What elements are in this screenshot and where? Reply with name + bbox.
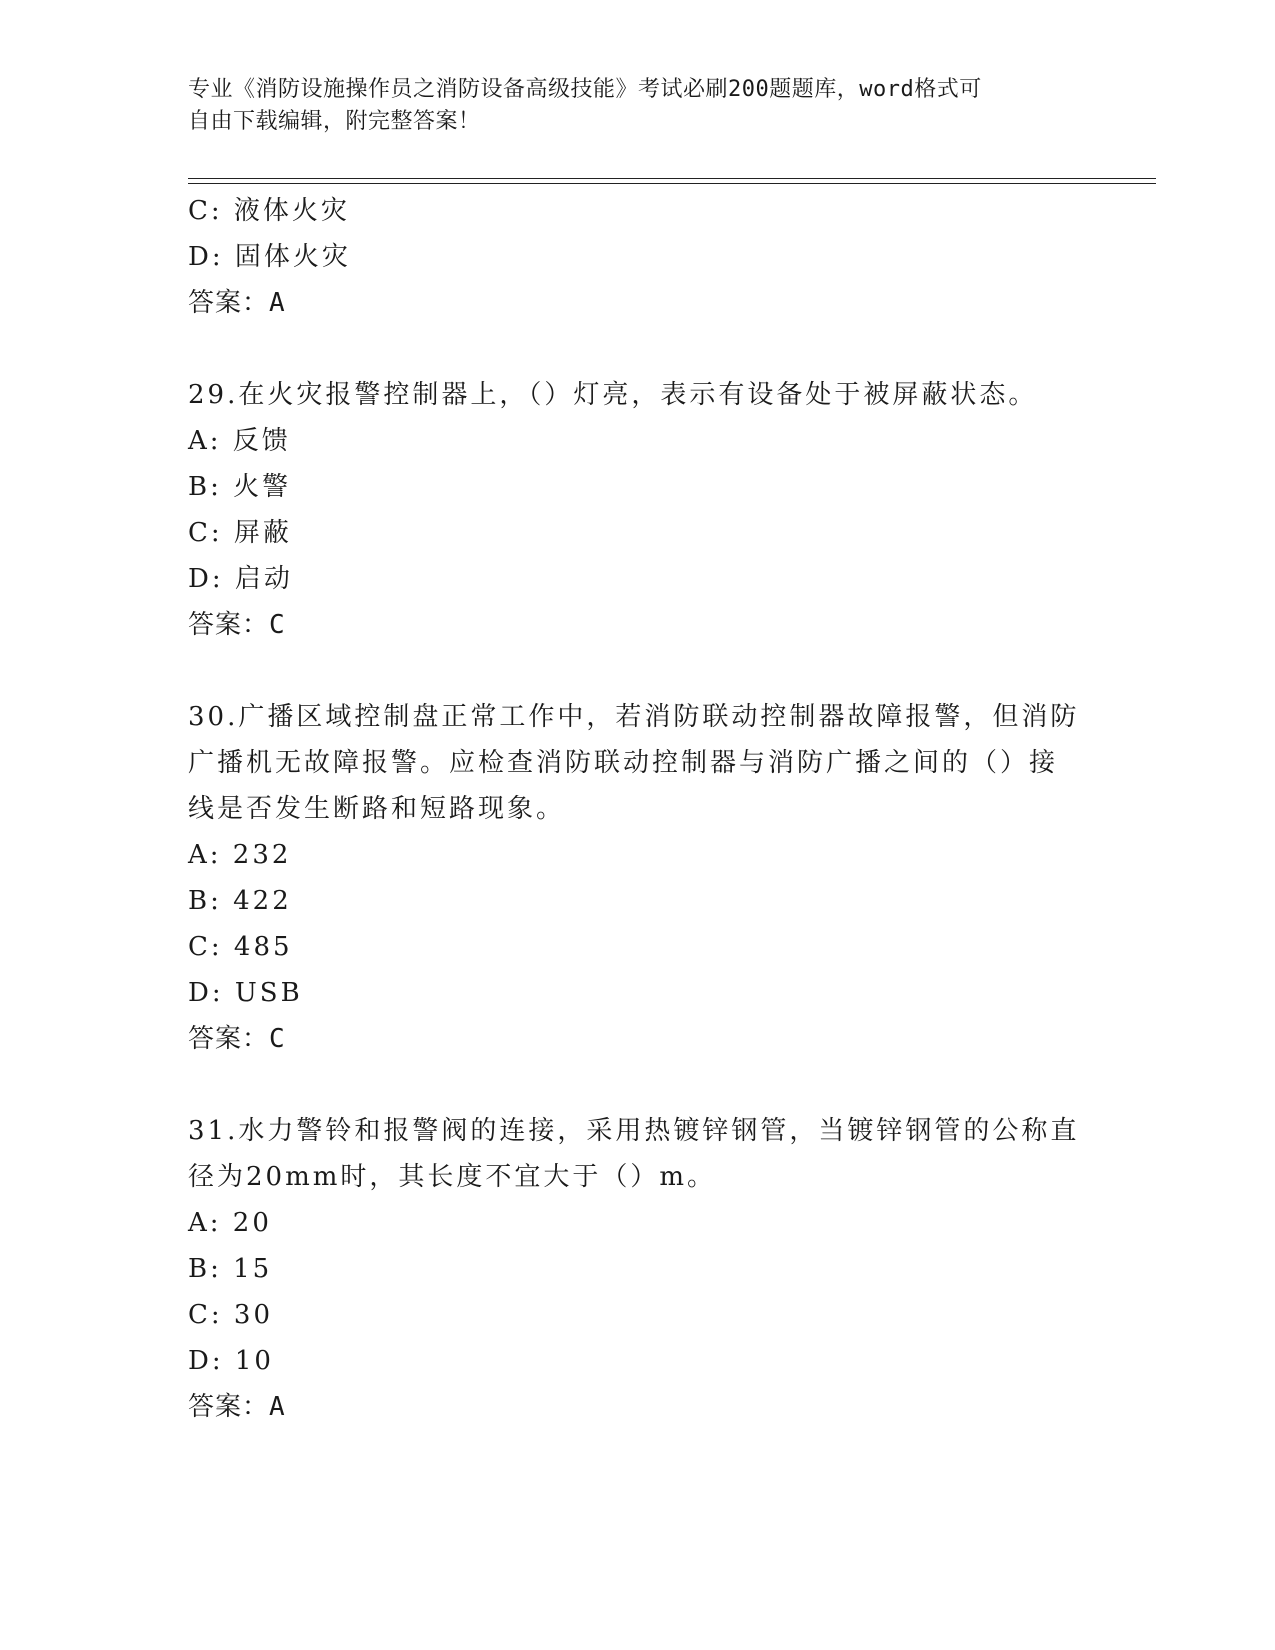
question-text: 线是否发生断路和短路现象。 [188,794,566,824]
option-b: B: 火警 [188,472,292,502]
option-d: D: 固体火灾 [188,242,351,272]
option-d: D: USB [188,978,303,1008]
question-list [188,188,1078,1430]
question-block [188,694,1078,1062]
answer: 答案：A [188,288,286,318]
option-c: C: 屏蔽 [188,518,292,548]
option-a: A: 反馈 [188,426,291,456]
header-line: 专业《消防设施操作员之消防设备高级技能》考试必刷200题题库，word格式可 [188,77,982,102]
answer: 答案：C [188,610,286,640]
question-text: 30.广播区域控制盘正常工作中，若消防联动控制器故障报警，但消防 [188,702,1080,732]
option-b: B: 422 [188,886,292,916]
header-line: 自由下载编辑，附完整答案！ [188,109,481,134]
option-d: D: 10 [188,1346,274,1376]
question-block [188,1108,1078,1430]
option-c: C: 485 [188,932,293,962]
question-block [188,372,1078,648]
question-text: 径为20mm时，其长度不宜大于（）m。 [188,1162,717,1192]
page-header [188,74,1068,138]
header-divider [188,178,1156,184]
option-a: A: 20 [188,1208,272,1238]
option-b: B: 15 [188,1254,273,1284]
question-text: 29.在火灾报警控制器上，（）灯亮，表示有设备处于被屏蔽状态。 [188,380,1038,410]
option-c: C: 30 [188,1300,274,1330]
option-c: C: 液体火灾 [188,196,350,226]
question-text: 广播机无故障报警。应检查消防联动控制器与消防广播之间的（）接 [188,748,1059,778]
answer: 答案：A [188,1392,286,1422]
option-d: D: 启动 [188,564,293,594]
option-a: A: 232 [188,840,292,870]
question-block [188,188,1078,326]
question-text: 31.水力警铃和报警阀的连接，采用热镀锌钢管，当镀锌钢管的公称直 [188,1116,1080,1146]
answer: 答案：C [188,1024,286,1054]
